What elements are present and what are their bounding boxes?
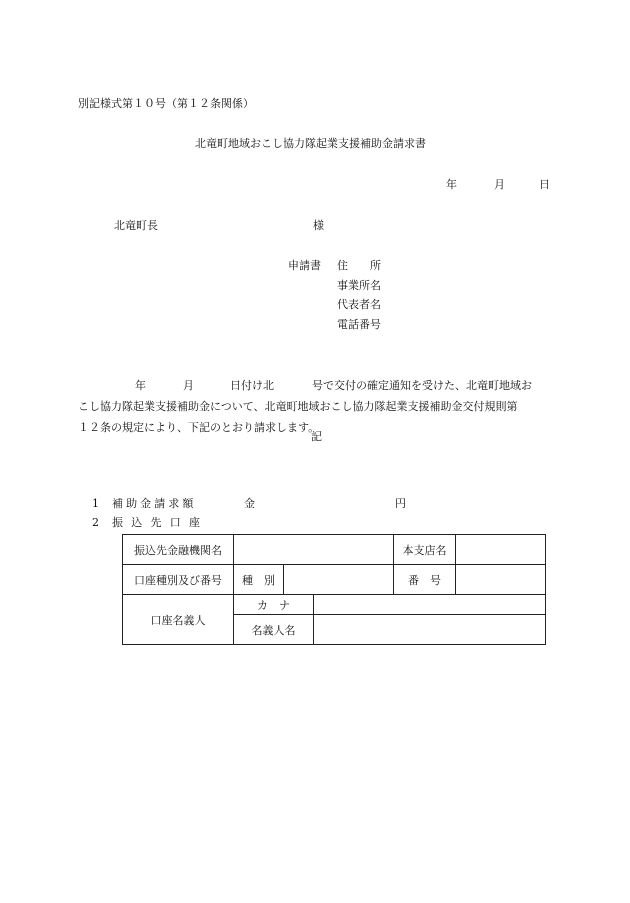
date-month-label: 月 [494,178,505,191]
item2-number: 2 [92,516,99,529]
date-day-label: 日 [539,178,550,191]
request-paragraph [78,375,553,438]
item1-currency: 金 [244,497,255,510]
account-number-field[interactable] [456,565,546,595]
account-type-label: 種 別 [234,565,284,595]
account-type-number-label: 口座種別及び番号 [123,565,234,595]
account-type-field[interactable] [284,565,394,595]
bank-name-field[interactable] [234,535,394,565]
branch-field[interactable] [456,535,546,565]
holder-kana-label: カ ナ [234,595,314,615]
account-holder-label: 口座名義人 [123,595,234,645]
paragraph-line1-rest: 号で交付の確定通知を受けた、北竜町地域お [312,379,532,392]
addressee-honorific: 様 [313,219,324,232]
item1-number: 1 [92,497,99,510]
addressee-name: 北竜町長 [114,219,158,232]
applicant-business-name-label: 事業所名 [337,279,381,292]
paragraph-year: 年 [135,379,146,392]
paragraph-line-2: こし協力隊起業支援補助金について、北竜町地域おこし協力隊起業支援補助金交付規則第 [78,400,518,413]
item1-unit: 円 [395,497,406,510]
account-row [123,565,546,595]
holder-kana-field[interactable] [314,595,546,615]
bank-name-label: 振込先金融機関名 [123,535,234,565]
bank-account-table [122,534,546,645]
applicant-representative-label: 代表者名 [337,298,381,311]
holder-name-label: 名義人名 [234,615,314,645]
date-year-label: 年 [446,178,457,191]
holder-name-field[interactable] [314,615,546,645]
applicant-phone-label: 電話番号 [337,318,381,331]
item2-label: 振込先口座 [112,516,209,529]
applicant-label: 申請書 [288,259,321,272]
item1-label: 補助金請求額 [112,497,197,510]
paragraph-line-1 [78,375,553,396]
form-reference: 別記様式第１０号（第１２条関係） [78,97,254,110]
note-heading: 記 [311,430,322,443]
paragraph-line-3: １２条の規定により、下記のとおり請求します。 [78,421,320,434]
holder-kana-row [123,595,546,615]
applicant-address-label: 住 所 [337,259,381,272]
document-title: 北竜町地域おこし協力隊起業支援補助金請求書 [195,137,426,150]
bank-row [123,535,546,565]
branch-label: 本支店名 [394,535,456,565]
paragraph-month: 月 [183,379,194,392]
paragraph-day: 日付け北 [230,379,274,392]
account-number-label: 番 号 [394,565,456,595]
